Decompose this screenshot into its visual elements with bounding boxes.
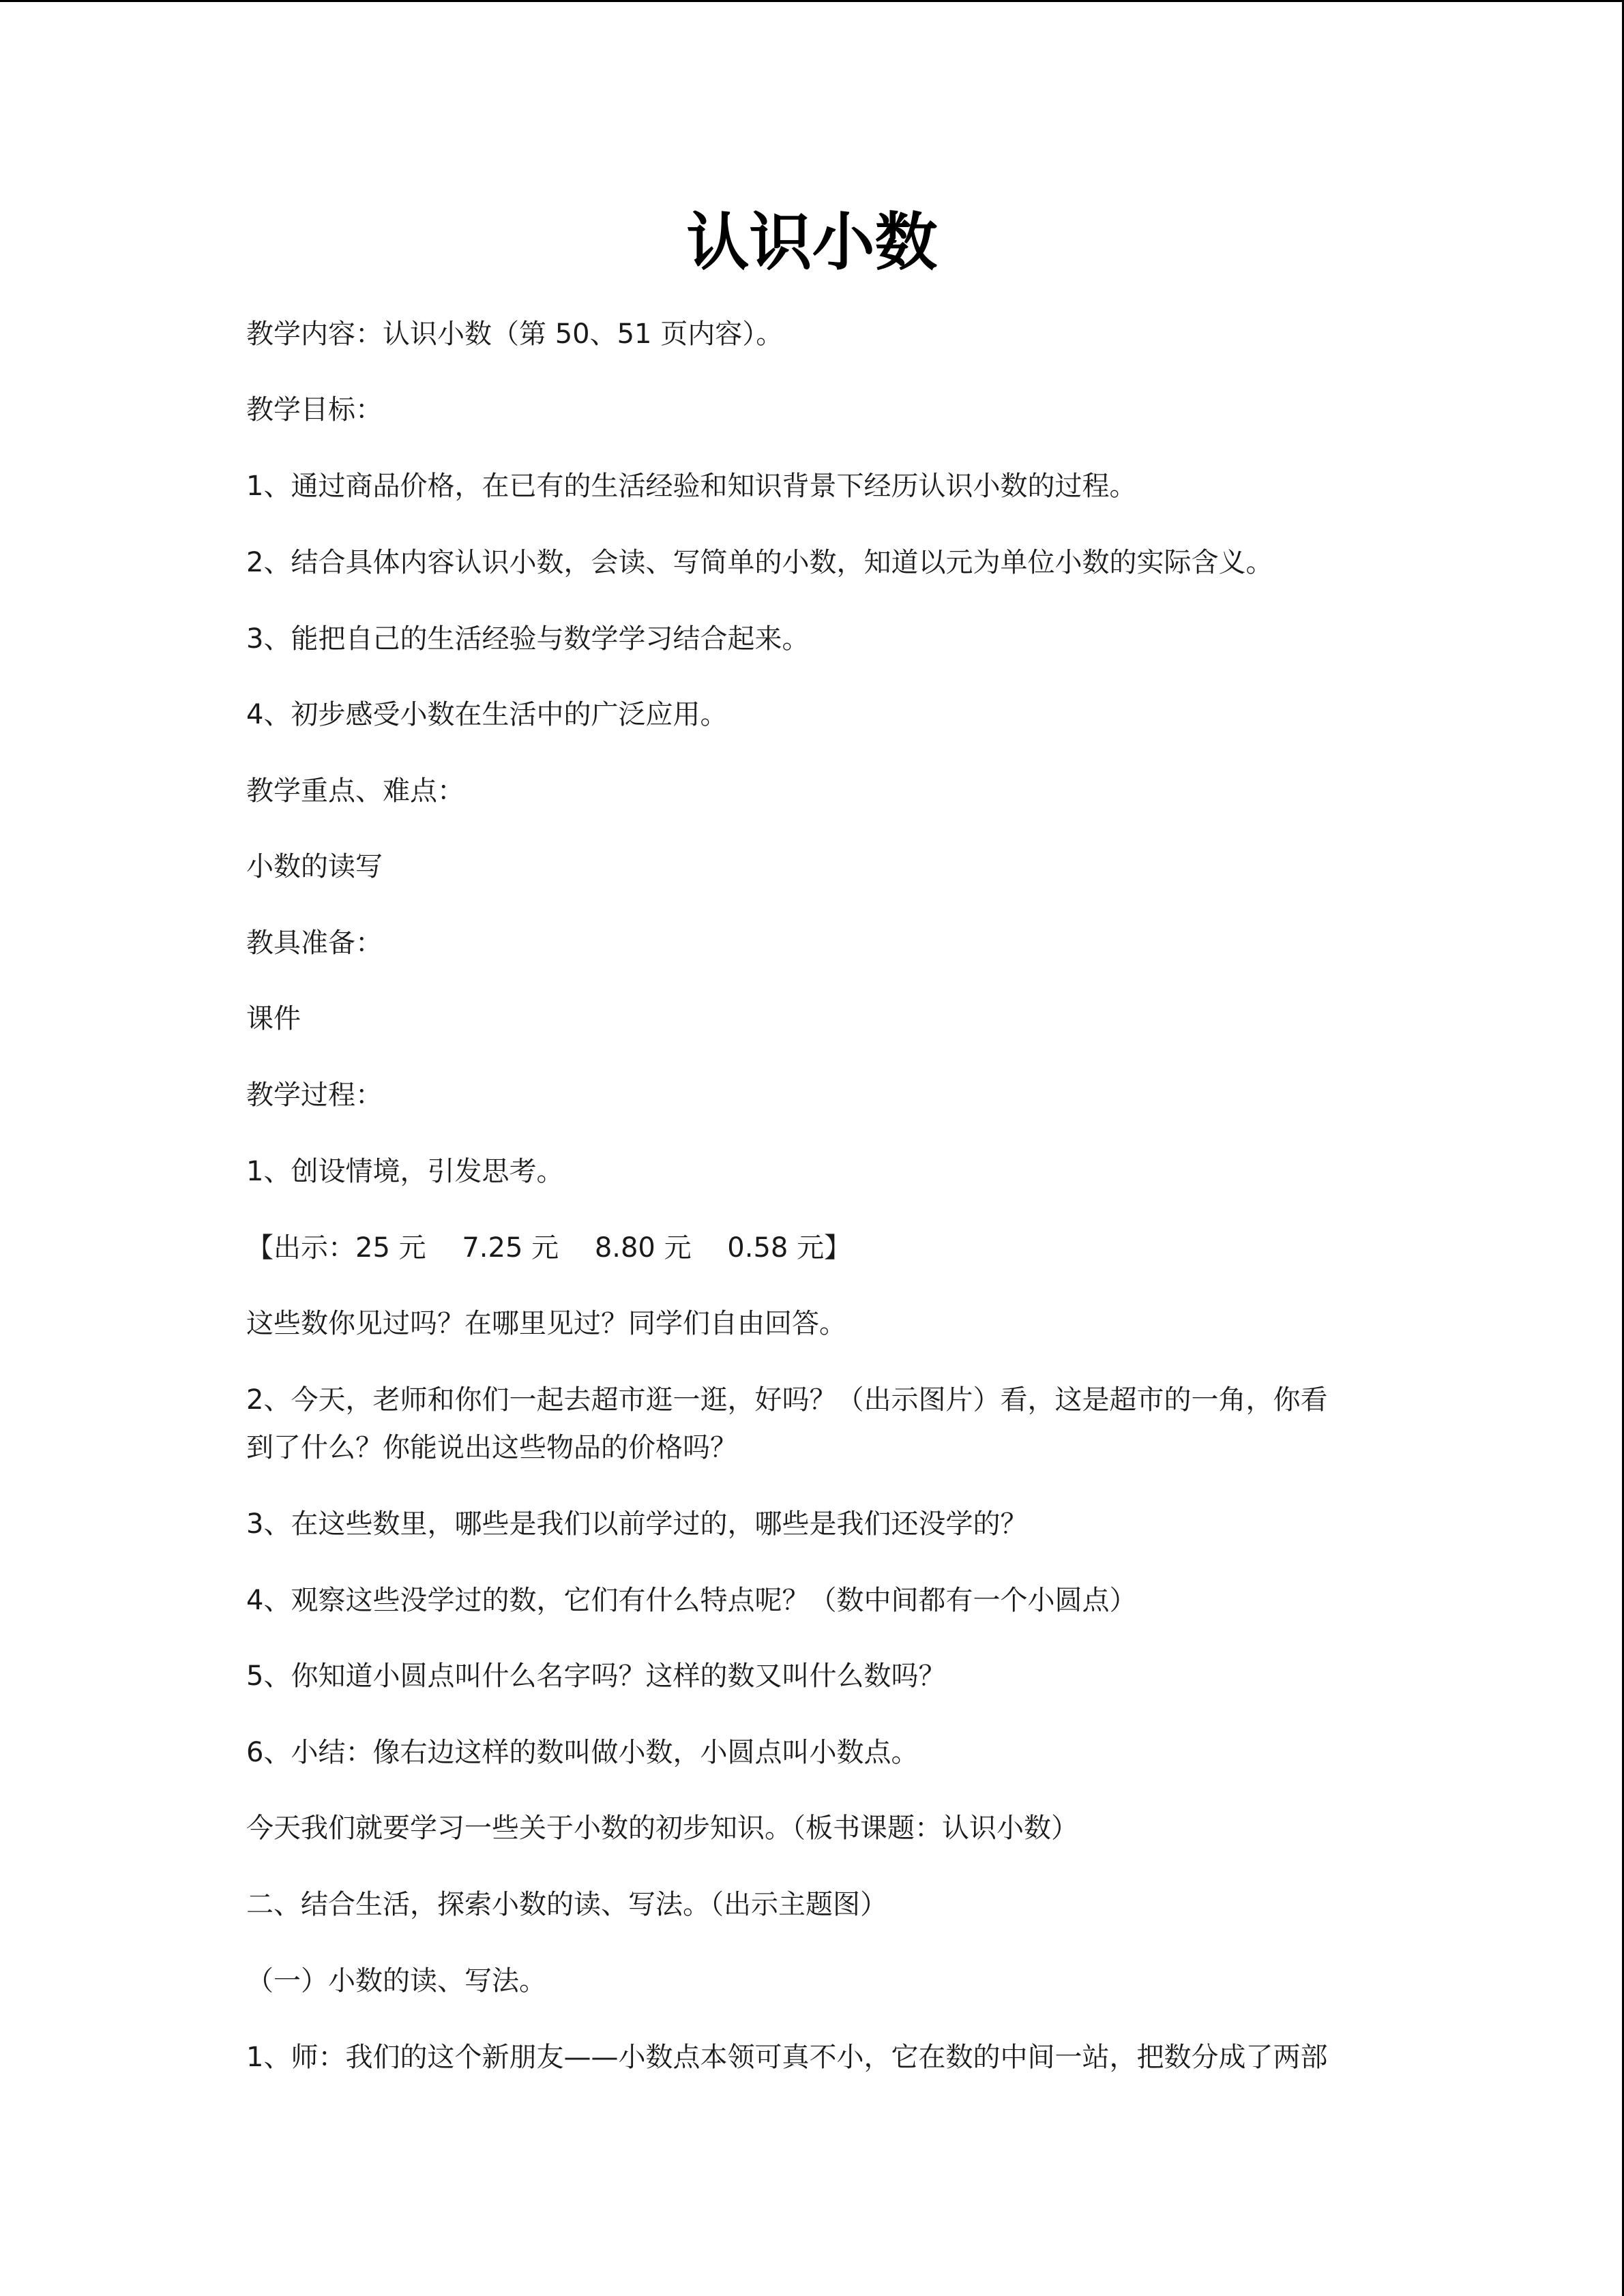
paragraph-goal-3: 3、能把自己的生活经验与数学学习结合起来。	[246, 623, 810, 655]
paragraph-step-6: 6、小结：像右边这样的数叫做小数，小圆点叫小数点。	[246, 1737, 919, 1768]
paragraph-step-5: 5、你知道小圆点叫什么名字吗？这样的数又叫什么数吗？	[246, 1660, 946, 1692]
paragraph-teaching-goals-heading: 教学目标：	[246, 394, 383, 426]
paragraph-step-2-line-2: 到了什么？你能说出这些物品的价格吗？	[246, 1432, 737, 1463]
page-top-border	[0, 0, 1624, 2]
paragraph-step-4: 4、观察这些没学过的数，它们有什么特点呢？（数中间都有一个小圆点）	[246, 1585, 1137, 1616]
paragraph-show-prices: 【出示：25 元 7.25 元 8.80 元 0.58 元】	[246, 1232, 852, 1264]
paragraph-teacher-line: 1、师：我们的这个新朋友——小数点本领可真不小，它在数的中间一站，把数分成了两部	[246, 2042, 1328, 2073]
paragraph-goal-2: 2、结合具体内容认识小数，会读、写简单的小数，知道以元为单位小数的实际含义。	[246, 547, 1273, 578]
document-title: 认识小数	[686, 205, 938, 279]
paragraph-goal-1: 1、通过商品价格，在已有的生活经验和知识背景下经历认识小数的过程。	[246, 471, 1137, 502]
paragraph-subsection-1: （一）小数的读、写法。	[246, 1965, 546, 1997]
paragraph-teaching-content: 教学内容：认识小数（第 50、51 页内容）。	[246, 318, 784, 350]
paragraph-step-3: 3、在这些数里，哪些是我们以前学过的，哪些是我们还没学的？	[246, 1508, 1028, 1540]
paragraph-key-points: 小数的读写	[246, 851, 383, 882]
paragraph-materials-heading: 教具准备：	[246, 927, 383, 959]
paragraph-goal-4: 4、初步感受小数在生活中的广泛应用。	[246, 699, 728, 730]
paragraph-key-points-heading: 教学重点、难点：	[246, 775, 464, 807]
paragraph-process-heading: 教学过程：	[246, 1079, 383, 1111]
paragraph-materials: 课件	[246, 1003, 301, 1034]
paragraph-question: 这些数你见过吗？在哪里见过？同学们自由回答。	[246, 1308, 846, 1339]
paragraph-step-2-line-1: 2、今天，老师和你们一起去超市逛一逛，好吗？（出示图片）看，这是超市的一角，你看	[246, 1384, 1328, 1416]
paragraph-step-1: 1、创设情境，引发思考。	[246, 1156, 564, 1187]
paragraph-today-topic: 今天我们就要学习一些关于小数的初步知识。（板书课题：认识小数）	[246, 1813, 1078, 1844]
paragraph-section-2: 二、结合生活，探索小数的读、写法。（出示主题图）	[246, 1889, 887, 1920]
